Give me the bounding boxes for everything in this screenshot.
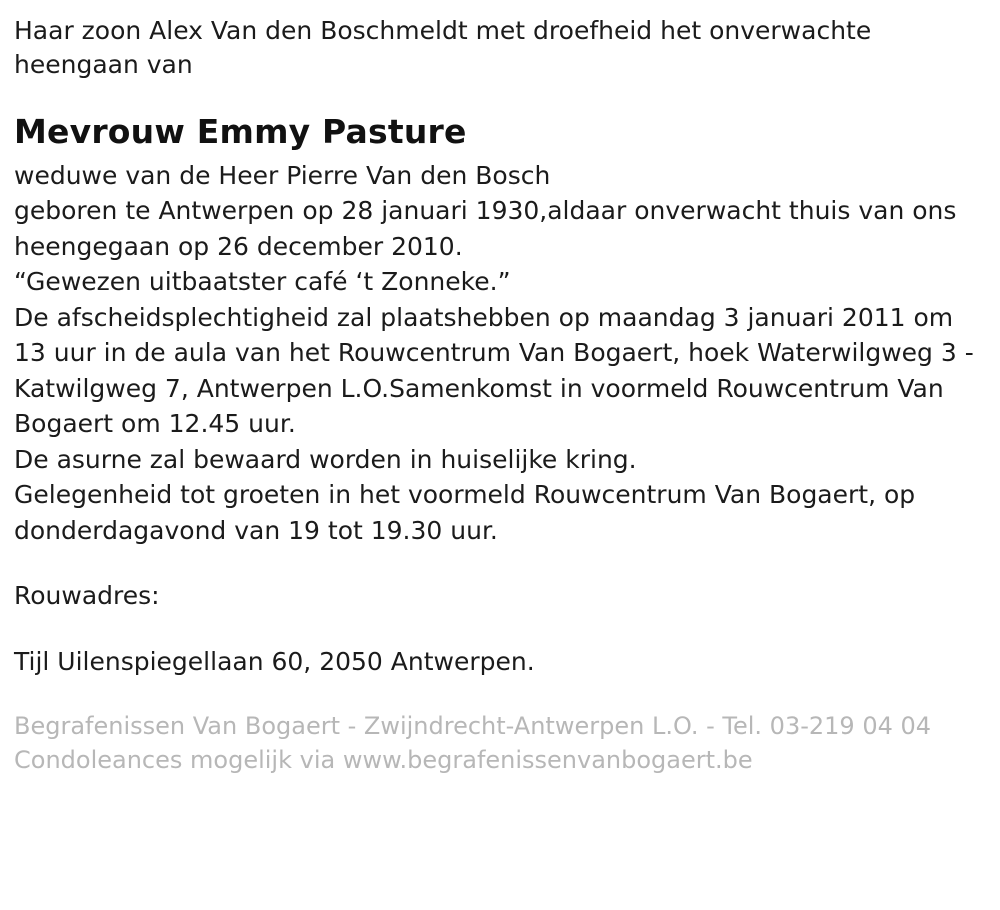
intro-text: Haar zoon Alex Van den Boschmeldt met droefheid het onverwachte heengaan van — [14, 16, 872, 79]
detail-line-widow: weduwe van de Heer Pierre Van den Bosch — [14, 160, 551, 190]
detail-line-birth-death: geboren te Antwerpen op 28 januari 1930,aldaar onverwacht thuis van ons heengegaan op 26 december 2010. — [14, 196, 957, 261]
detail-line-ceremony: De afscheidsplechtigheid zal plaatshebben op maandag 3 januari 2011 om 13 uur in de aula van het Rouwcentrum Van Bogaert, hoek Waterwilgweg 3 - Katwilgweg 7, Antwerpen L.O.Samenkomst in voormeld Rouwcentrum Van Bogaert om 12.45 uur. — [14, 302, 974, 439]
deceased-name: Mevrouw Emmy Pasture — [14, 112, 467, 151]
funeral-home-footer: Begrafenissen Van Bogaert - Zwijndrecht-Antwerpen L.O. - Tel. 03-219 04 04 Condoleances mogelijk via www.begrafenissenvanbogaert.be — [14, 712, 932, 775]
mourning-address-label: Rouwadres: — [14, 581, 160, 611]
mourning-address-value: Tijl Uilenspiegellaan 60, 2050 Antwerpen. — [14, 646, 535, 676]
detail-line-quote: “Gewezen uitbaatster café ‘t Zonneke.” — [14, 267, 511, 297]
spacer — [14, 548, 982, 578]
spacer — [14, 82, 982, 112]
detail-line-urn: De asurne zal bewaard worden in huiselijke kring. — [14, 444, 637, 474]
spacer — [14, 614, 982, 644]
spacer — [14, 679, 982, 709]
detail-line-visitation: Gelegenheid tot groeten in het voormeld Rouwcentrum Van Bogaert, op donderdagavond van 19 tot 19.30 uur. — [14, 480, 916, 545]
